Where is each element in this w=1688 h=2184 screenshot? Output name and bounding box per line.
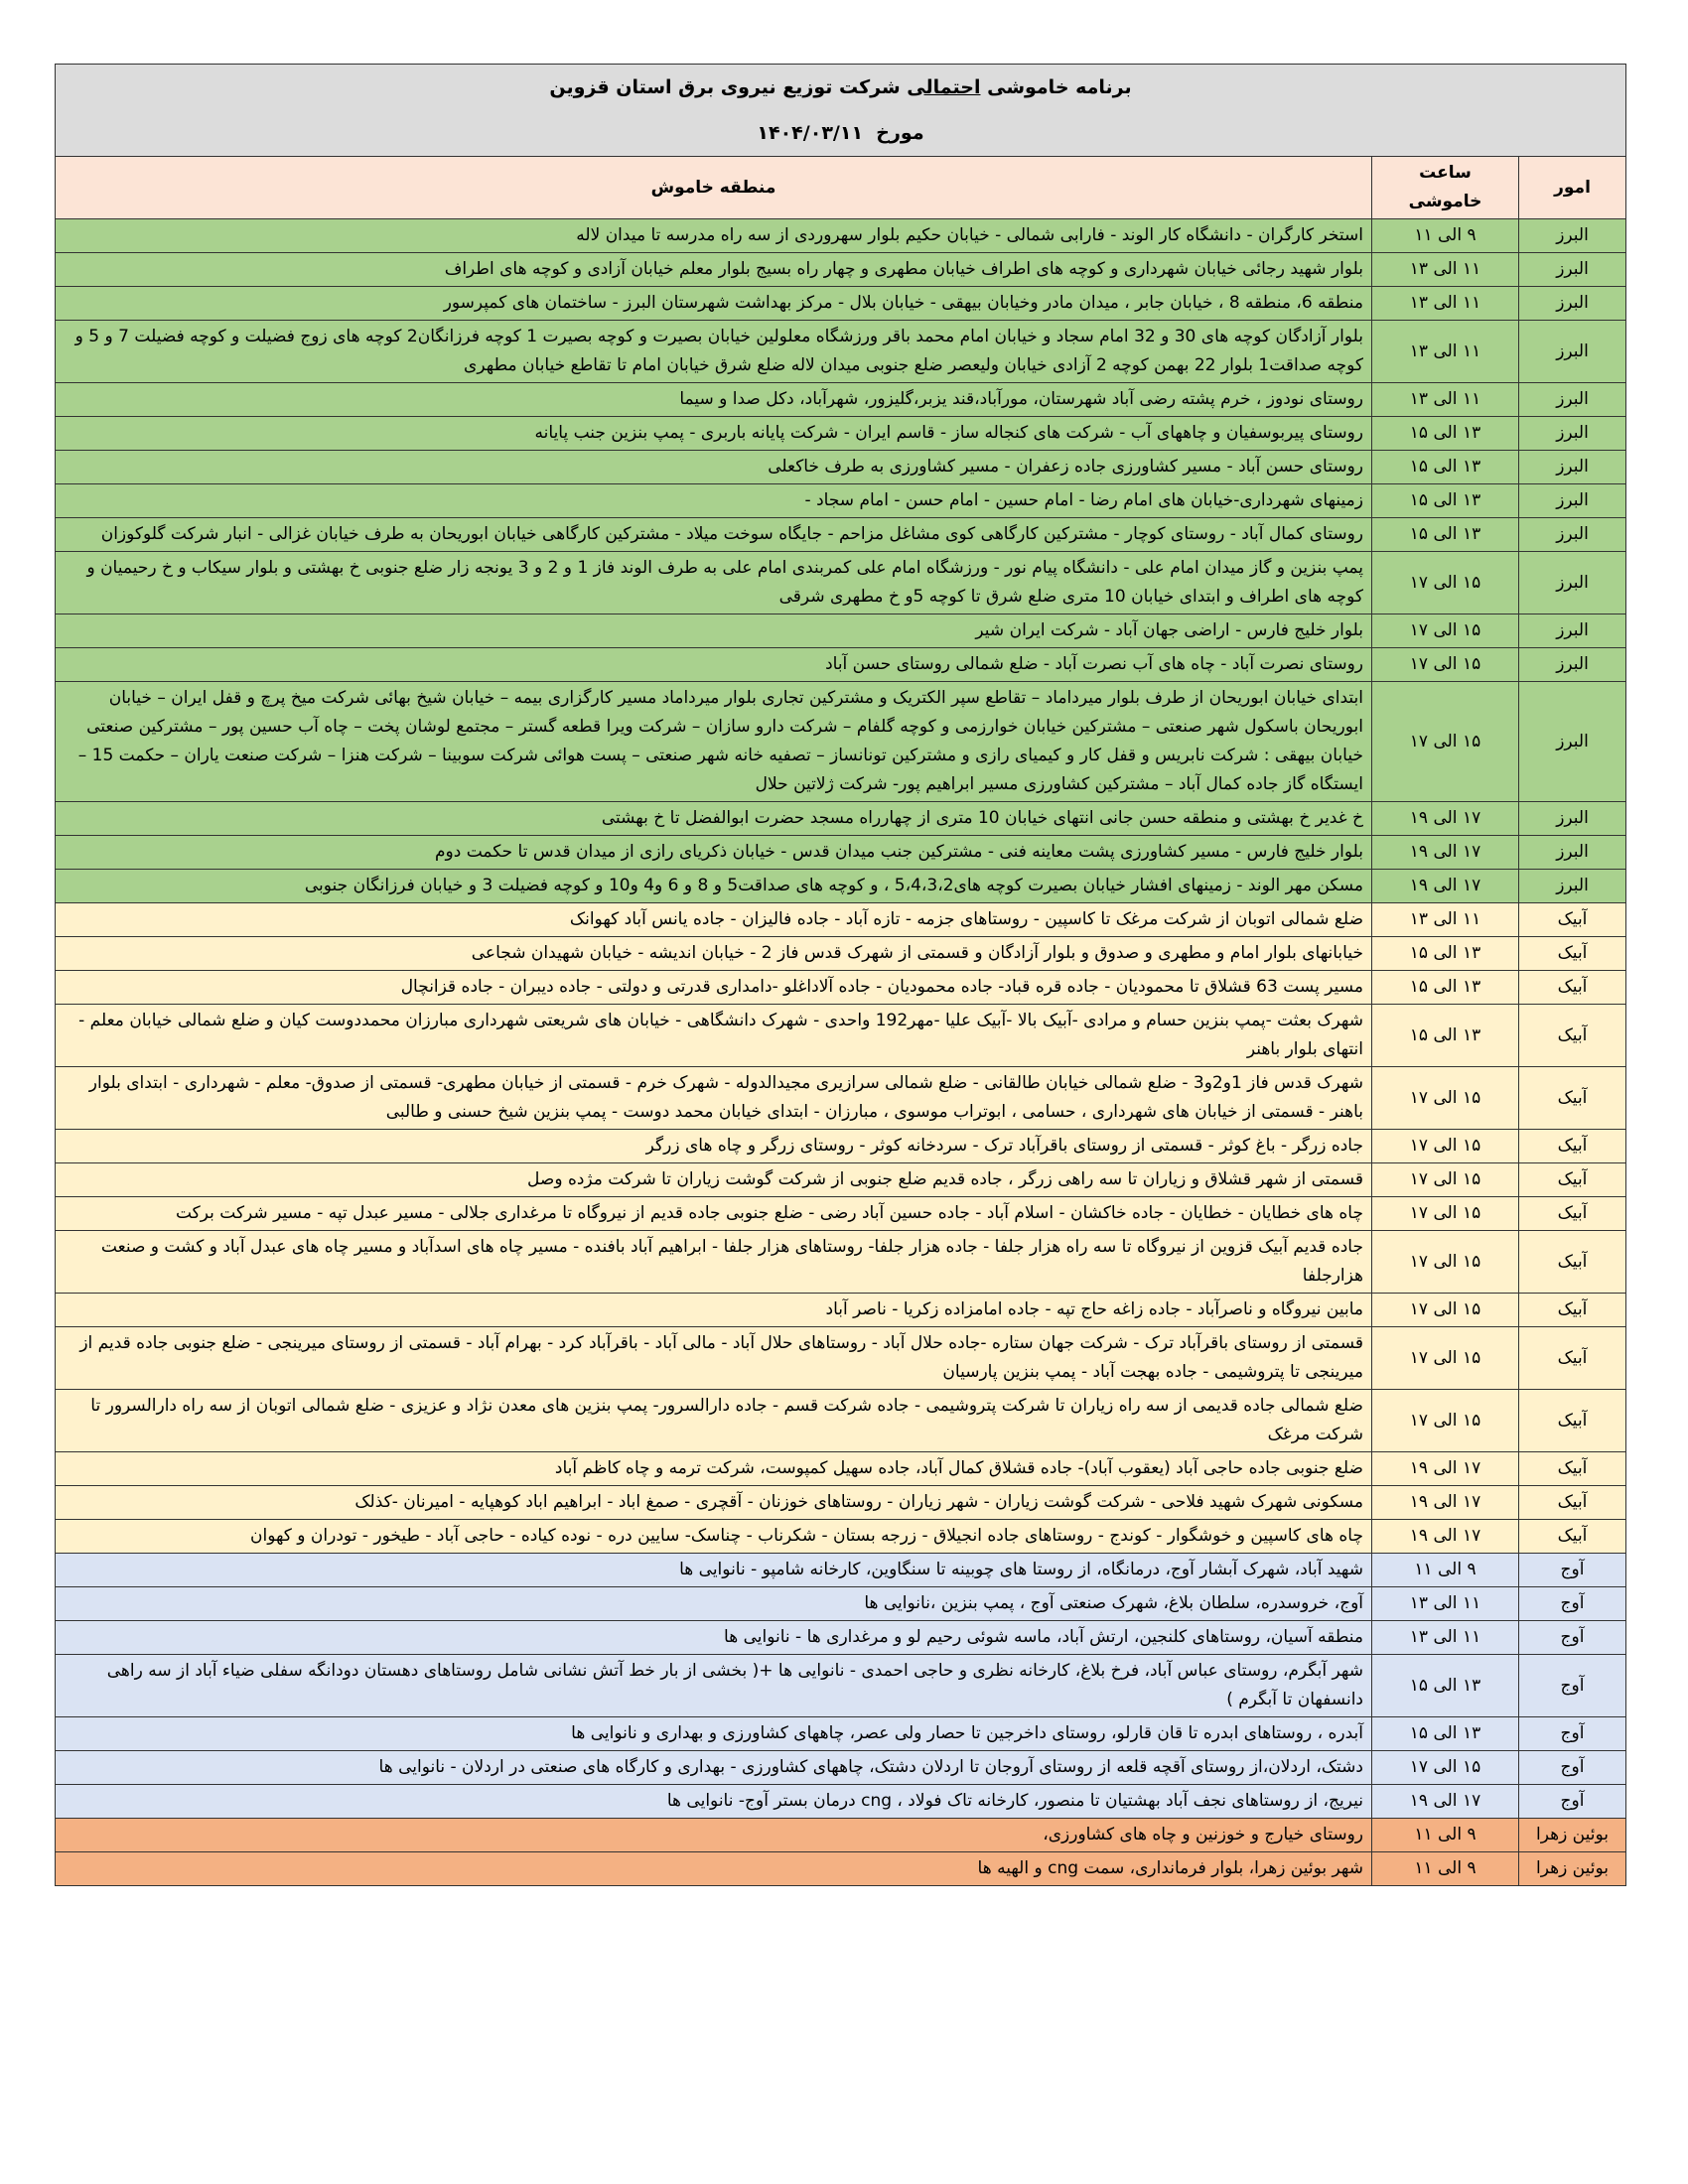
- area-cell: مابین نیروگاه و ناصرآباد - جاده زاغه حاج تپه - جاده امامزاده زکریا - ناصر آباد: [55, 1294, 1371, 1327]
- dept-cell: آوج: [1519, 1785, 1626, 1819]
- dept-cell: البرز: [1519, 518, 1626, 552]
- area-cell: شهر آبگرم، روستای عباس آباد، فرخ بلاغ، کارخانه نظری و حاجی احمدی - نانوایی ها +( بخشی از بار خط آتش نشانی شامل روستاهای دهستان دودانگه سفلی ضیاء آباد از سه راهی دانسفهان تا آبگرم ): [55, 1655, 1371, 1717]
- area-cell: بلوار شهید رجائی خیابان شهرداری و کوچه های اطراف خیابان مطهری و چهار راه بسیج بلوار معلم خیابان آزادی و کوچه های اطراف: [55, 253, 1371, 287]
- area-cell: ضلع شمالی اتوبان از شرکت مرغک تا کاسپین - روستاهای جزمه - تازه آباد - جاده فالیزان - جاده یانس آباد کهوانک: [55, 903, 1371, 937]
- dept-cell: آبیک: [1519, 903, 1626, 937]
- dept-cell: البرز: [1519, 836, 1626, 870]
- time-cell: ۱۳ الی ۱۵: [1372, 1655, 1519, 1717]
- table-row: [55, 1751, 1625, 1785]
- area-cell: آوج، خروسدره، سلطان بلاغ، شهرک صنعتی آوج ، پمپ بنزین ،نانوایی ها: [55, 1587, 1371, 1621]
- area-cell: بلوار خلیج فارس - اراضی جهان آباد - شرکت ایران شیر: [55, 614, 1371, 648]
- outage-table: [55, 64, 1626, 1886]
- area-cell: خیابانهای بلوار امام و مطهری و صدوق و بلوار آزادگان و قسمتی از شهرک قدس فاز 2 - خیابان اندیشه - خیابان شهیدان شجاعی: [55, 937, 1371, 971]
- dept-cell: البرز: [1519, 484, 1626, 518]
- dept-cell: آبیک: [1519, 1327, 1626, 1390]
- dept-cell: بوئین زهرا: [1519, 1852, 1626, 1886]
- table-row: [55, 1067, 1625, 1130]
- time-cell: ۱۱ الی ۱۳: [1372, 903, 1519, 937]
- dept-cell: البرز: [1519, 802, 1626, 836]
- table-row: [55, 614, 1625, 648]
- table-row: [55, 1819, 1625, 1852]
- table-row: [55, 219, 1625, 253]
- time-cell: ۱۷ الی ۱۹: [1372, 1520, 1519, 1554]
- table-row: [55, 1554, 1625, 1587]
- area-cell: خ غدیر خ بهشتی و منطقه حسن جانی انتهای خیابان 10 متری از چهارراه مسجد حضرت ابوالفضل تا خ بهشتی: [55, 802, 1371, 836]
- time-cell: ۱۵ الی ۱۷: [1372, 552, 1519, 614]
- page-title: [55, 65, 1625, 111]
- area-cell: بلوار خلیج فارس - مسیر کشاورزی پشت معاینه فنی - مشترکین جنب میدان قدس - خیابان ذکریای رازی از میدان قدس تا حکمت دوم: [55, 836, 1371, 870]
- area-cell: روستای نودوز ، خرم پشته رضی آباد شهرستان، مورآباد،قند یزبر،گلیزور، شهرآباد، دکل صدا و سیما: [55, 383, 1371, 417]
- table-row: [55, 682, 1625, 802]
- time-cell: ۱۵ الی ۱۷: [1372, 1390, 1519, 1452]
- area-cell: بلوار آزادگان کوچه های 30 و 32 امام سجاد و خیابان امام محمد باقر ورزشگاه معلولین خیابان بصیرت و کوچه بصیرت 1 کوچه فرزانگان2 کوچه های زوج فضیلت و کوچه فضیلت 7 و 5 و کوچه صداقت1 بلوار 22 بهمن کوچه 2 آزادی خیابان ولیعصر ضلع جنوبی میدان لاله ضلع شرق خیابان امام تا تقاطع خیابان مطهری: [55, 321, 1371, 383]
- time-cell: ۹ الی ۱۱: [1372, 1852, 1519, 1886]
- table-row: [55, 484, 1625, 518]
- area-cell: شهرک قدس فاز 1و2و3 - ضلع شمالی خیابان طالقانی - ضلع شمالی سرازیری مجیدالدوله - شهرک خرم - قسمتی از خیابان مطهری- قسمتی از صدوق- معلم - شهرداری - ابتدای بلوار باهنر - قسمتی از خیابان های شهرداری ، حسامی ، ابوتراب موسوی ، مبارزان - ابتدای خیابان محمد دوست - پمپ بنزین شیخ حسنی و طالبی: [55, 1067, 1371, 1130]
- area-cell: روستای کمال آباد - روستای کوچار - مشترکین کارگاهی کوی مشاغل مزاحم - جایگاه سوخت میلاد - مشترکین کارگاهی خیابان ابوریحان به طرف خیابان غزالی - انبار شرکت گلوکوزان: [55, 518, 1371, 552]
- table-row: [55, 1005, 1625, 1067]
- area-cell: قسمتی از روستای باقرآباد ترک - شرکت جهان ستاره -جاده حلال آباد - روستاهای حلال آباد - مالی آباد - باقرآباد کرد - بهرام آباد - قسمتی از روستای میرینجی - ضلع جنوبی جاده قدیم از میرینجی تا پتروشیمی - جاده بهجت آباد - پمپ بنزین پارسیان: [55, 1327, 1371, 1390]
- table-row: [55, 836, 1625, 870]
- time-cell: ۱۵ الی ۱۷: [1372, 614, 1519, 648]
- table-row: [55, 253, 1625, 287]
- time-cell: ۱۳ الی ۱۵: [1372, 1717, 1519, 1751]
- dept-cell: البرز: [1519, 614, 1626, 648]
- time-cell: ۱۱ الی ۱۳: [1372, 383, 1519, 417]
- dept-cell: آبیک: [1519, 1294, 1626, 1327]
- area-cell: منطقه 6، منطقه 8 ، خیابان جابر ، میدان مادر وخیابان بیهقی - خیابان بلال - مرکز بهداشت شهرستان البرز - ساختمان های کمپرسور: [55, 287, 1371, 321]
- area-cell: قسمتی از شهر قشلاق و زیاران تا سه راهی زرگر ، جاده قدیم ضلع جنوبی از شرکت گوشت زیاران تا شرکت مژده وصل: [55, 1163, 1371, 1197]
- dept-cell: البرز: [1519, 383, 1626, 417]
- area-cell: منطقه آسیان، روستاهای کلنجین، ارتش آباد، ماسه شوئی رحیم لو و مرغداری ها - نانوایی ها: [55, 1621, 1371, 1655]
- dept-cell: آبیک: [1519, 1005, 1626, 1067]
- table-row: [55, 1163, 1625, 1197]
- time-cell: ۱۱ الی ۱۳: [1372, 321, 1519, 383]
- table-row: [55, 971, 1625, 1005]
- area-cell: روستای نصرت آباد - چاه های آب نصرت آباد - ضلع شمالی روستای حسن آباد: [55, 648, 1371, 682]
- dept-cell: البرز: [1519, 321, 1626, 383]
- header-area: منطقه خاموش: [55, 157, 1371, 219]
- time-cell: ۱۳ الی ۱۵: [1372, 484, 1519, 518]
- area-cell: روستای خیارج و خوزنین و چاه های کشاورزی،: [55, 1819, 1371, 1852]
- time-cell: ۱۷ الی ۱۹: [1372, 1785, 1519, 1819]
- outage-schedule-sheet: [56, 64, 1626, 1886]
- date-row: [55, 110, 1625, 157]
- table-row: [55, 1587, 1625, 1621]
- table-row: [55, 321, 1625, 383]
- dept-cell: البرز: [1519, 682, 1626, 802]
- time-cell: ۱۵ الی ۱۷: [1372, 1197, 1519, 1231]
- table-row: [55, 552, 1625, 614]
- dept-cell: البرز: [1519, 253, 1626, 287]
- table-row: [55, 870, 1625, 903]
- area-cell: مسیر پست 63 قشلاق تا محمودیان - جاده قره قباد- جاده محمودیان - جاده آلاداغلو -دامداری قدرتی و دولتی - جاده دیبران - جاده قزانچال: [55, 971, 1371, 1005]
- area-cell: شهید آباد، شهرک آبشار آوج، درمانگاه، از روستا های چوبینه تا سنگاوین، کارخانه شامپو - نانوایی ها: [55, 1554, 1371, 1587]
- area-cell: شهر بوئین زهرا، بلوار فرمانداری، سمت cng و الهیه ها: [55, 1852, 1371, 1886]
- area-cell: مسکن مهر الوند - زمینهای افشار خیابان بصیرت کوچه های5،4،3،2 ، و کوچه های صداقت5 و 8 و 6 و4 و10 و کوچه فضیلت 3 و خیابان فرزانگان جنوبی: [55, 870, 1371, 903]
- dept-cell: البرز: [1519, 552, 1626, 614]
- table-row: [55, 1785, 1625, 1819]
- area-cell: چاه های خطایان - خطایان - جاده خاکشان - اسلام آباد - جاده حسین آباد رضی - ضلع جنوبی جاده قدیم از نیروگاه تا مرغداری جلالی - مسیر عبدل تپه - مسیر شرکت برکت: [55, 1197, 1371, 1231]
- table-row: [55, 1852, 1625, 1886]
- area-cell: استخر کارگران - دانشگاه کار الوند - فارابی شمالی - خیابان حکیم بلوار سهروردی از سه راه مدرسه تا میدان لاله: [55, 219, 1371, 253]
- title-row: [55, 65, 1625, 111]
- table-row: [55, 287, 1625, 321]
- time-cell: ۱۵ الی ۱۷: [1372, 1327, 1519, 1390]
- area-cell: روستای حسن آباد - مسیر کشاورزی جاده زعفران - مسیر کشاورزی به طرف خاکعلی: [55, 451, 1371, 484]
- dept-cell: آبیک: [1519, 971, 1626, 1005]
- time-cell: ۱۵ الی ۱۷: [1372, 648, 1519, 682]
- area-cell: زمینهای شهرداری-خیابان های امام رضا - امام حسین - امام حسن - امام سجاد -: [55, 484, 1371, 518]
- area-cell: روستای پیربوسفیان و چاههای آب - شرکت های کنجاله ساز - قاسم ایران - شرکت پایانه باربری - پمپ بنزین جنب پایانه: [55, 417, 1371, 451]
- dept-cell: آبیک: [1519, 1486, 1626, 1520]
- table-row: [55, 903, 1625, 937]
- time-cell: ۱۳ الی ۱۵: [1372, 417, 1519, 451]
- dept-cell: آوج: [1519, 1717, 1626, 1751]
- area-cell: ضلع جنوبی جاده حاجی آباد (یعقوب آباد)- جاده قشلاق کمال آباد، جاده سهیل کمپوست، شرکت ترمه و چاه کاظم آباد: [55, 1452, 1371, 1486]
- title-suffix: شرکت توزیع نیروی برق استان قزوین: [549, 75, 908, 98]
- table-row: [55, 1486, 1625, 1520]
- dept-cell: البرز: [1519, 287, 1626, 321]
- table-row: [55, 937, 1625, 971]
- area-cell: نیریج، از روستاهای نجف آباد بهشتیان تا منصور، کارخانه تاک فولاد ، cng درمان بستر آوج- نانوایی ها: [55, 1785, 1371, 1819]
- time-cell: ۱۵ الی ۱۷: [1372, 1294, 1519, 1327]
- area-cell: جاده زرگر - باغ کوثر - قسمتی از روستای باقرآباد ترک - سردخانه کوثر - روستای زرگر و چاه های زرگر: [55, 1130, 1371, 1163]
- time-cell: ۱۵ الی ۱۷: [1372, 682, 1519, 802]
- dept-cell: آبیک: [1519, 937, 1626, 971]
- dept-cell: بوئین زهرا: [1519, 1819, 1626, 1852]
- table-row: [55, 1717, 1625, 1751]
- dept-cell: آبیک: [1519, 1231, 1626, 1294]
- time-cell: ۱۷ الی ۱۹: [1372, 1486, 1519, 1520]
- table-row: [55, 1452, 1625, 1486]
- time-cell: ۱۳ الی ۱۵: [1372, 937, 1519, 971]
- time-cell: ۹ الی ۱۱: [1372, 1819, 1519, 1852]
- header-row: [55, 157, 1625, 219]
- time-cell: ۱۱ الی ۱۳: [1372, 1621, 1519, 1655]
- dept-cell: آوج: [1519, 1587, 1626, 1621]
- table-row: [55, 802, 1625, 836]
- time-cell: ۹ الی ۱۱: [1372, 1554, 1519, 1587]
- time-cell: ۱۳ الی ۱۵: [1372, 518, 1519, 552]
- dept-cell: البرز: [1519, 417, 1626, 451]
- time-cell: ۱۷ الی ۱۹: [1372, 802, 1519, 836]
- table-row: [55, 1390, 1625, 1452]
- area-cell: دشتک، اردلان،از روستای آقچه قلعه از روستای آروجان تا اردلان دشتک، چاههای کشاورزی - بهداری و کارگاه های صنعتی در اردلان - نانوایی ها: [55, 1751, 1371, 1785]
- date-value: ۱۴۰۴/۰۳/۱۱: [757, 121, 864, 144]
- header-time: ساعت خاموشی: [1372, 157, 1519, 219]
- title-prefix: برنامه خاموشی: [980, 75, 1132, 98]
- area-cell: ابتدای خیابان ابوریحان از طرف بلوار میرداماد – تقاطع سپر الکتریک و مشترکین تجاری بلوار میرداماد مسیر کارگزاری بیمه – خیابان شیخ بهائی شرکت میخ پرچ و قفل ایران – خیابان ابوریحان باسکول شهر صنعتی – مشترکین خیابان خوارزمی و کوچه گلفام – شرکت دارو سازان – شرکت ویرا قطعه گستر – مجتمع لوشان پخت – چاه آب حسین پور – مشترکین صنعتی خیابان بیهقی : شرکت نابریس و قفل کار و کیمیای رازی و مشترکین تونانساز – تصفیه خانه شهر صنعتی – پست هوائی شرکت سوبینا – شرکت هنزا – شرکت صنعت یاران – حکمت 15 – ایستگاه گاز جاده کمال آباد – مشترکین کشاورزی مسیر ابراهیم پور- شرکت ژلاتین حلال: [55, 682, 1371, 802]
- dept-cell: آبیک: [1519, 1452, 1626, 1486]
- time-cell: ۱۵ الی ۱۷: [1372, 1751, 1519, 1785]
- dept-cell: آبیک: [1519, 1520, 1626, 1554]
- table-row: [55, 1231, 1625, 1294]
- dept-cell: آبیک: [1519, 1130, 1626, 1163]
- dept-cell: البرز: [1519, 451, 1626, 484]
- dept-cell: آوج: [1519, 1751, 1626, 1785]
- dept-cell: آبیک: [1519, 1390, 1626, 1452]
- time-cell: ۱۵ الی ۱۷: [1372, 1231, 1519, 1294]
- dept-cell: البرز: [1519, 870, 1626, 903]
- time-cell: ۱۳ الی ۱۵: [1372, 451, 1519, 484]
- table-row: [55, 383, 1625, 417]
- area-cell: چاه های کاسپین و خوشگوار - کوندج - روستاهای جاده انجیلاق - زرجه بستان - شکرناب - چناسک- سایین دره - نوده کیاده - حاجی آباد - طیخور - تودران و کهوان: [55, 1520, 1371, 1554]
- area-cell: آبدره ، روستاهای ابدره تا قان قارلو، روستای داخرجین تا حصار ولی عصر، چاههای کشاورزی و بهداری و نانوایی ها: [55, 1717, 1371, 1751]
- dept-cell: آبیک: [1519, 1067, 1626, 1130]
- dept-cell: آوج: [1519, 1554, 1626, 1587]
- dept-cell: آوج: [1519, 1621, 1626, 1655]
- time-cell: ۱۳ الی ۱۵: [1372, 971, 1519, 1005]
- area-cell: پمپ بنزین و گاز میدان امام علی - دانشگاه پیام نور - ورزشگاه امام علی کمربندی امام علی به طرف الوند فاز 1 و 2 و 3 یونجه زار ضلع جنوبی خ بهشتی و بلوار سیکاب و خ رحیمیان و کوچه های اطراف و ابتدای خیابان 10 متری ضلع شرق تا کوچه 5و خ مطهری شرقی: [55, 552, 1371, 614]
- area-cell: ضلع شمالی جاده قدیمی از سه راه زیاران تا شرکت پتروشیمی - جاده شرکت قسم - جاده دارالسرور- پمپ بنزین های معدن نژاد و عزیزی - ضلع شمالی اتوبان از سه راه دارالسرور تا شرکت مرغک: [55, 1390, 1371, 1452]
- table-row: [55, 451, 1625, 484]
- time-cell: ۱۷ الی ۱۹: [1372, 836, 1519, 870]
- table-row: [55, 648, 1625, 682]
- time-cell: ۹ الی ۱۱: [1372, 219, 1519, 253]
- table-row: [55, 1655, 1625, 1717]
- area-cell: مسکونی شهرک شهید فلاحی - شرکت گوشت زیاران - شهر زیاران - روستاهای خوزنان - آقچری - صمغ اباد - ابراهیم اباد کوهپایه - امیرنان -کذلک: [55, 1486, 1371, 1520]
- dept-cell: آبیک: [1519, 1163, 1626, 1197]
- table-row: [55, 1621, 1625, 1655]
- date-cell: [55, 110, 1625, 157]
- time-cell: ۱۱ الی ۱۳: [1372, 253, 1519, 287]
- time-cell: ۱۷ الی ۱۹: [1372, 870, 1519, 903]
- dept-cell: آوج: [1519, 1655, 1626, 1717]
- dept-cell: البرز: [1519, 219, 1626, 253]
- time-cell: ۱۱ الی ۱۳: [1372, 1587, 1519, 1621]
- date-label: مورخ: [876, 121, 924, 144]
- time-cell: ۱۵ الی ۱۷: [1372, 1163, 1519, 1197]
- table-row: [55, 1327, 1625, 1390]
- area-cell: جاده قدیم آبیک قزوین از نیروگاه تا سه راه هزار جلفا - جاده هزار جلفا- روستاهای هزار جلفا - ابراهیم آباد بافنده - مسیر چاه های اسدآباد و مسیر چاه های عبدل آباد و کشت و صنعت هزارجلفا: [55, 1231, 1371, 1294]
- table-row: [55, 417, 1625, 451]
- table-row: [55, 1130, 1625, 1163]
- table-row: [55, 518, 1625, 552]
- dept-cell: آبیک: [1519, 1197, 1626, 1231]
- time-cell: ۱۷ الی ۱۹: [1372, 1452, 1519, 1486]
- header-dept: امور: [1519, 157, 1626, 219]
- dept-cell: البرز: [1519, 648, 1626, 682]
- time-cell: ۱۵ الی ۱۷: [1372, 1130, 1519, 1163]
- table-row: [55, 1294, 1625, 1327]
- title-emphasis: احتمالی: [907, 75, 981, 98]
- time-cell: ۱۱ الی ۱۳: [1372, 287, 1519, 321]
- time-cell: ۱۵ الی ۱۷: [1372, 1067, 1519, 1130]
- table-row: [55, 1520, 1625, 1554]
- area-cell: شهرک بعثت -پمپ بنزین حسام و مرادی -آبیک بالا -آبیک علیا -مهر192 واحدی - شهرک دانشگاهی - خیابان های شریعتی شهرداری مبارزان محمددوست کیان و ضلع شمالی خیابان معلم - انتهای بلوار باهنر: [55, 1005, 1371, 1067]
- time-cell: ۱۳ الی ۱۵: [1372, 1005, 1519, 1067]
- table-row: [55, 1197, 1625, 1231]
